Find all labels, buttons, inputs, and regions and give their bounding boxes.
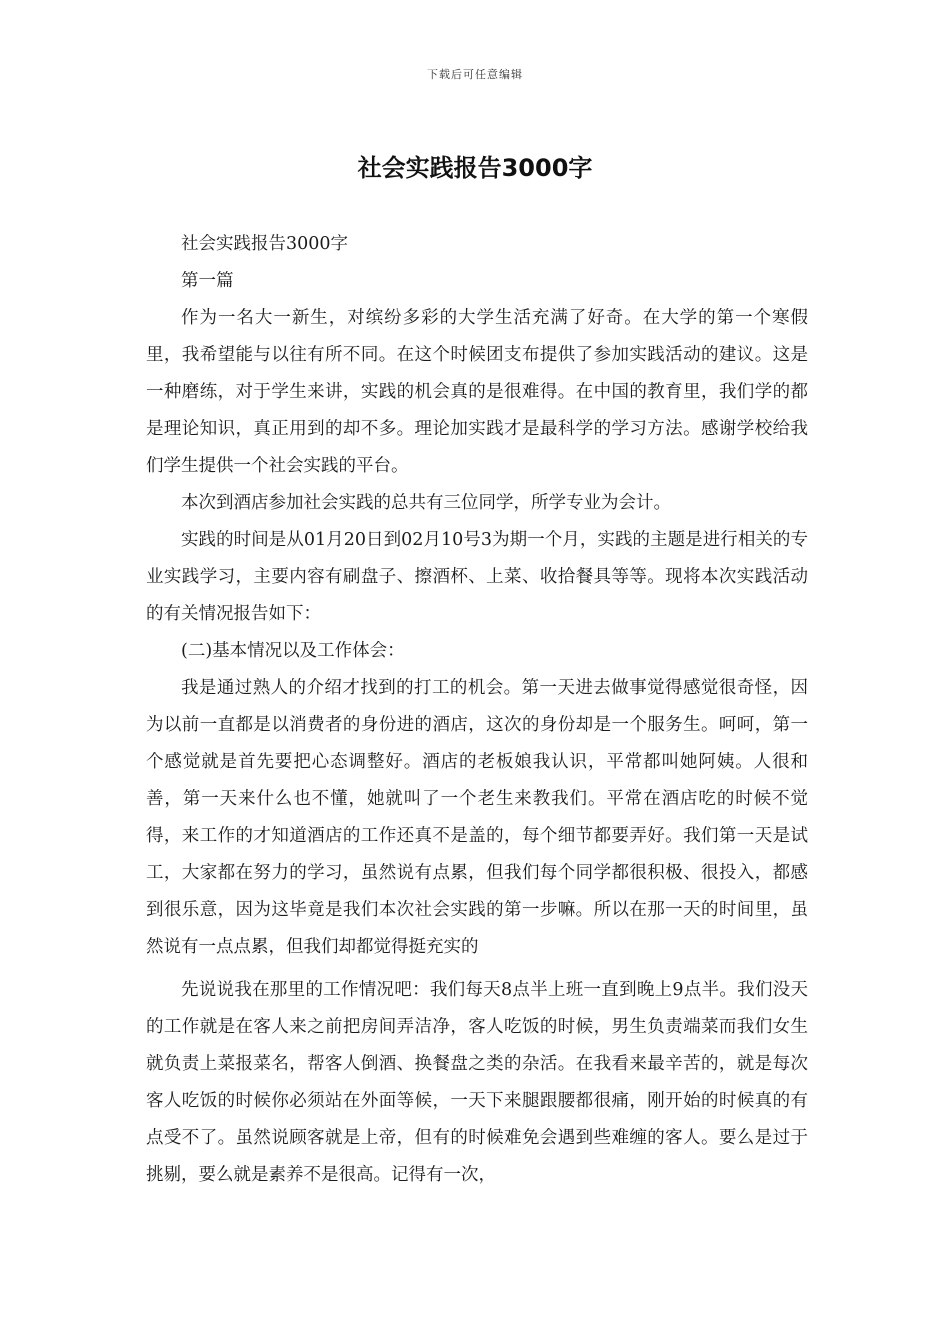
page-header-note: 下载后可任意编辑 — [427, 68, 523, 81]
document-title: 社会实践报告3000字 — [357, 154, 593, 182]
document-body — [146, 226, 808, 1194]
body-paragraph: 社会实践报告3000字 — [181, 234, 349, 254]
body-paragraph: 作为一名大一新生，对缤纷多彩的大学生活充满了好奇。在大学的第一个寒假里，我希望能与以往有所不同。在这个时候团支布提供了参加实践活动的建议。这是一种磨练，对于学生来讲，实践的机会真的是很难得。在中国的教育里，我们学的都是理论知识，真正用到的却不多。理论加实践才是最科学的学习方法。感谢学校给我们学生提供一个社会实践的平台。 — [146, 308, 808, 476]
body-paragraph: 第一篇 — [181, 271, 234, 291]
body-paragraph: 先说说我在那里的工作情况吧：我们每天8点半上班一直到晚上9点半。我们没天的工作就是在客人来之前把房间弄洁净，客人吃饭的时候，男生负责端菜而我们女生就负责上菜报菜名，帮客人倒酒、换餐盘之类的杂活。在我看来最辛苦的，就是每次客人吃饭的时候你必须站在外面等候，一天下来腿跟腰都很痛，刚开始的时候真的有点受不了。虽然说顾客就是上帝，但有的时候难免会遇到些难缠的客人。要么是过于挑剔，要么就是素养不是很高。记得有一次， — [146, 980, 808, 1185]
body-paragraph: 实践的时间是从01月20日到02月10号3为期一个月，实践的主题是进行相关的专业实践学习，主要内容有刷盘子、擦酒杯、上菜、收拾餐具等等。现将本次实践活动的有关情况报告如下： — [146, 530, 808, 624]
body-paragraph: (二)基本情况以及工作体会： — [181, 641, 405, 661]
body-paragraph: 我是通过熟人的介绍才找到的打工的机会。第一天进去做事觉得感觉很奇怪，因为以前一直都是以消费者的身份进的酒店，这次的身份却是一个服务生。呵呵，第一个感觉就是首先要把心态调整好。酒店的老板娘我认识，平常都叫她阿姨。人很和善，第一天来什么也不懂，她就叫了一个老生来教我们。平常在酒店吃的时候不觉得，来工作的才知道酒店的工作还真不是盖的，每个细节都要弄好。我们第一天是试工，大家都在努力的学习，虽然说有点累，但我们每个同学都很积极、很投入，都感到很乐意，因为这毕竟是我们本次社会实践的第一步嘛。所以在那一天的时间里，虽然说有一点点累，但我们却都觉得挺充实的 — [146, 678, 808, 957]
body-paragraph: 本次到酒店参加社会实践的总共有三位同学，所学专业为会计。 — [181, 493, 671, 513]
